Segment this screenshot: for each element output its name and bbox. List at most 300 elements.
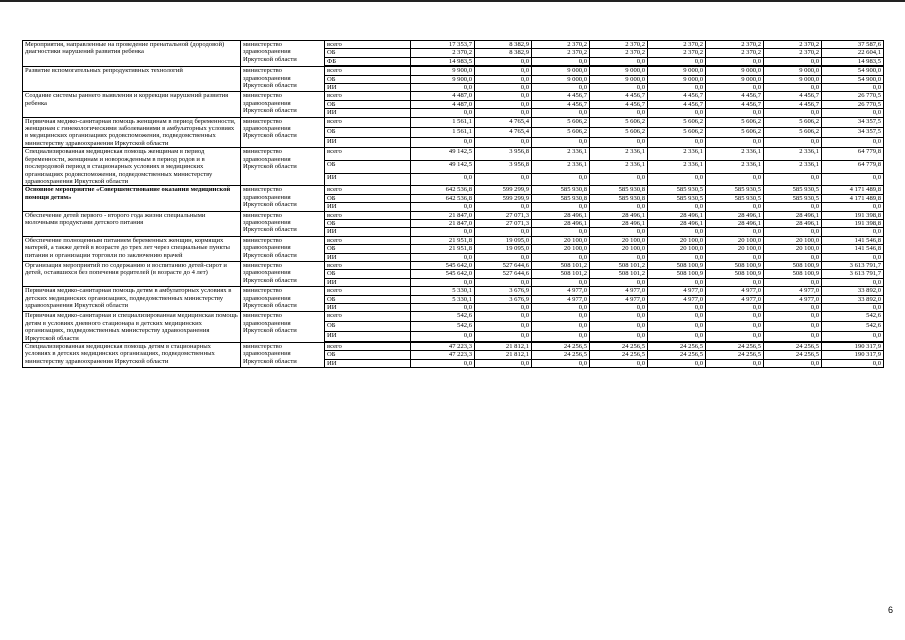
amount-cell: 0,0 bbox=[706, 253, 764, 261]
activity-name: Специализированная медицинская помощь женщинам в период беременности, женщинам и новорожденным в период родов и в послеродовой период в стационарных условиях в медицинских организациях родовспоможения, подведомственных министерству здравоохранения Иркутской области bbox=[23, 148, 241, 186]
funding-source: всего bbox=[325, 261, 411, 269]
table-row bbox=[23, 287, 884, 295]
table-row bbox=[23, 117, 884, 127]
amount-cell: 34 357,5 bbox=[822, 127, 884, 137]
amount-cell: 4 487,0 bbox=[411, 100, 475, 108]
amount-cell: 0,0 bbox=[822, 359, 884, 367]
amount-cell: 0,0 bbox=[706, 109, 764, 117]
executor: министерство здравоохранения Иркутской области bbox=[241, 67, 325, 92]
amount-cell: 0,0 bbox=[532, 278, 590, 286]
amount-cell: 585 930,8 bbox=[532, 186, 590, 194]
amount-cell: 0,0 bbox=[822, 253, 884, 261]
amount-cell: 9 000,0 bbox=[532, 75, 590, 83]
funding-source: всего bbox=[325, 148, 411, 161]
amount-cell: 0,0 bbox=[590, 138, 648, 148]
amount-cell: 14 983,5 bbox=[411, 57, 475, 65]
amount-cell: 0,0 bbox=[648, 322, 706, 332]
amount-cell: 20 100,0 bbox=[706, 236, 764, 244]
amount-cell: 0,0 bbox=[648, 253, 706, 261]
amount-cell: 0,0 bbox=[532, 84, 590, 92]
amount-cell: 4 977,0 bbox=[706, 295, 764, 303]
funding-source: ОБ bbox=[325, 245, 411, 253]
amount-cell: 0,0 bbox=[411, 253, 475, 261]
amount-cell: 0,0 bbox=[764, 312, 822, 322]
amount-cell: 0,0 bbox=[648, 203, 706, 211]
amount-cell: 0,0 bbox=[475, 203, 532, 211]
amount-cell: 3 613 791,7 bbox=[822, 261, 884, 269]
amount-cell: 4 977,0 bbox=[532, 295, 590, 303]
amount-cell: 585 930,5 bbox=[706, 194, 764, 202]
amount-cell: 2 370,2 bbox=[590, 41, 648, 49]
table-row bbox=[23, 236, 884, 244]
amount-cell: 0,0 bbox=[648, 109, 706, 117]
amount-cell: 2 336,1 bbox=[764, 148, 822, 161]
amount-cell: 508 100,9 bbox=[764, 270, 822, 278]
table-row bbox=[23, 92, 884, 100]
amount-cell: 0,0 bbox=[475, 332, 532, 342]
amount-cell: 0,0 bbox=[764, 84, 822, 92]
amount-cell: 17 353,7 bbox=[411, 41, 475, 49]
amount-cell: 9 900,0 bbox=[411, 67, 475, 75]
amount-cell: 0,0 bbox=[532, 304, 590, 312]
amount-cell: 0,0 bbox=[822, 173, 884, 186]
amount-cell: 20 100,0 bbox=[764, 245, 822, 253]
amount-cell: 4 765,4 bbox=[475, 127, 532, 137]
funding-source: ИИ bbox=[325, 138, 411, 148]
amount-cell: 2 336,1 bbox=[706, 148, 764, 161]
amount-cell: 542,6 bbox=[822, 312, 884, 322]
amount-cell: 28 496,1 bbox=[706, 211, 764, 219]
amount-cell: 28 496,1 bbox=[532, 211, 590, 219]
amount-cell: 0,0 bbox=[590, 322, 648, 332]
amount-cell: 0,0 bbox=[532, 332, 590, 342]
amount-cell: 28 496,1 bbox=[648, 211, 706, 219]
funding-source: ИИ bbox=[325, 84, 411, 92]
amount-cell: 0,0 bbox=[475, 57, 532, 65]
amount-cell: 0,0 bbox=[532, 138, 590, 148]
amount-cell: 0,0 bbox=[822, 203, 884, 211]
funding-source: ИИ bbox=[325, 228, 411, 236]
amount-cell: 585 930,5 bbox=[648, 194, 706, 202]
amount-cell: 24 256,5 bbox=[764, 343, 822, 351]
amount-cell: 3 676,9 bbox=[475, 287, 532, 295]
amount-cell: 0,0 bbox=[475, 84, 532, 92]
amount-cell: 3 956,8 bbox=[475, 148, 532, 161]
executor: министерство здравоохранения Иркутской области bbox=[241, 312, 325, 343]
amount-cell: 4 456,7 bbox=[706, 100, 764, 108]
amount-cell: 8 382,9 bbox=[475, 41, 532, 49]
amount-cell: 4 977,0 bbox=[532, 287, 590, 295]
funding-source: ОБ bbox=[325, 160, 411, 173]
amount-cell: 21 812,1 bbox=[475, 351, 532, 359]
amount-cell: 4 456,7 bbox=[764, 92, 822, 100]
funding-source: всего bbox=[325, 186, 411, 194]
amount-cell: 2 336,1 bbox=[532, 160, 590, 173]
amount-cell: 2 336,1 bbox=[648, 160, 706, 173]
amount-cell: 0,0 bbox=[764, 359, 822, 367]
amount-cell: 5 606,2 bbox=[764, 117, 822, 127]
amount-cell: 4 456,7 bbox=[648, 100, 706, 108]
amount-cell: 508 101,2 bbox=[532, 261, 590, 269]
funding-source: ИИ bbox=[325, 278, 411, 286]
amount-cell: 508 100,9 bbox=[706, 270, 764, 278]
amount-cell: 0,0 bbox=[764, 332, 822, 342]
amount-cell: 191 398,8 bbox=[822, 211, 884, 219]
funding-source: ИИ bbox=[325, 253, 411, 261]
amount-cell: 508 101,2 bbox=[590, 261, 648, 269]
activity-name: Развитие вспомогательных репродуктивных технологий bbox=[23, 67, 241, 92]
amount-cell: 4 977,0 bbox=[590, 295, 648, 303]
amount-cell: 21 951,8 bbox=[411, 236, 475, 244]
amount-cell: 585 930,8 bbox=[590, 194, 648, 202]
amount-cell: 191 398,8 bbox=[822, 219, 884, 227]
executor: министерство здравоохранения Иркутской области bbox=[241, 261, 325, 286]
amount-cell: 34 357,5 bbox=[822, 117, 884, 127]
amount-cell: 24 256,5 bbox=[590, 351, 648, 359]
amount-cell: 141 546,8 bbox=[822, 245, 884, 253]
amount-cell: 0,0 bbox=[475, 67, 532, 75]
amount-cell: 64 779,8 bbox=[822, 160, 884, 173]
amount-cell: 2 370,2 bbox=[411, 49, 475, 57]
funding-source: ФБ bbox=[325, 57, 411, 65]
amount-cell: 4 977,0 bbox=[648, 295, 706, 303]
amount-cell: 5 606,2 bbox=[648, 127, 706, 137]
amount-cell: 20 100,0 bbox=[590, 236, 648, 244]
funding-source: всего bbox=[325, 312, 411, 322]
amount-cell: 24 256,5 bbox=[532, 343, 590, 351]
amount-cell: 0,0 bbox=[475, 100, 532, 108]
amount-cell: 20 100,0 bbox=[532, 245, 590, 253]
amount-cell: 47 223,3 bbox=[411, 351, 475, 359]
amount-cell: 9 000,0 bbox=[532, 67, 590, 75]
amount-cell: 2 336,1 bbox=[532, 148, 590, 161]
amount-cell: 24 256,5 bbox=[764, 351, 822, 359]
amount-cell: 2 370,2 bbox=[532, 49, 590, 57]
amount-cell: 0,0 bbox=[648, 332, 706, 342]
amount-cell: 585 930,8 bbox=[590, 186, 648, 194]
amount-cell: 0,0 bbox=[590, 332, 648, 342]
table-row bbox=[23, 148, 884, 161]
amount-cell: 5 330,1 bbox=[411, 287, 475, 295]
amount-cell: 28 496,1 bbox=[764, 211, 822, 219]
table-row bbox=[23, 186, 884, 194]
amount-cell: 9 000,0 bbox=[648, 75, 706, 83]
funding-source: ИИ bbox=[325, 173, 411, 186]
amount-cell: 3 676,9 bbox=[475, 295, 532, 303]
executor: министерство здравоохранения Иркутской области bbox=[241, 41, 325, 67]
amount-cell: 0,0 bbox=[475, 109, 532, 117]
amount-cell: 0,0 bbox=[411, 203, 475, 211]
amount-cell: 5 606,2 bbox=[764, 127, 822, 137]
executor: министерство здравоохранения Иркутской области bbox=[241, 343, 325, 368]
amount-cell: 33 892,0 bbox=[822, 287, 884, 295]
amount-cell: 2 370,2 bbox=[706, 41, 764, 49]
amount-cell: 542,6 bbox=[411, 312, 475, 322]
amount-cell: 28 496,1 bbox=[532, 219, 590, 227]
amount-cell: 0,0 bbox=[822, 278, 884, 286]
amount-cell: 8 382,9 bbox=[475, 49, 532, 57]
amount-cell: 642 536,8 bbox=[411, 194, 475, 202]
funding-source: ИИ bbox=[325, 304, 411, 312]
amount-cell: 0,0 bbox=[648, 138, 706, 148]
amount-cell: 4 487,0 bbox=[411, 92, 475, 100]
funding-source: ОБ bbox=[325, 322, 411, 332]
amount-cell: 0,0 bbox=[590, 253, 648, 261]
amount-cell: 0,0 bbox=[706, 359, 764, 367]
amount-cell: 0,0 bbox=[648, 304, 706, 312]
amount-cell: 0,0 bbox=[475, 278, 532, 286]
amount-cell: 2 370,2 bbox=[532, 41, 590, 49]
amount-cell: 5 606,2 bbox=[590, 127, 648, 137]
amount-cell: 599 299,9 bbox=[475, 186, 532, 194]
amount-cell: 0,0 bbox=[475, 359, 532, 367]
page-number: 6 bbox=[887, 605, 893, 615]
amount-cell: 0,0 bbox=[590, 312, 648, 322]
amount-cell: 4 977,0 bbox=[764, 287, 822, 295]
amount-cell: 5 606,2 bbox=[706, 117, 764, 127]
amount-cell: 5 606,2 bbox=[648, 117, 706, 127]
amount-cell: 2 370,2 bbox=[706, 49, 764, 57]
amount-cell: 5 606,2 bbox=[706, 127, 764, 137]
amount-cell: 0,0 bbox=[648, 359, 706, 367]
executor: министерство здравоохранения Иркутской области bbox=[241, 117, 325, 148]
amount-cell: 24 256,5 bbox=[706, 343, 764, 351]
amount-cell: 2 336,1 bbox=[764, 160, 822, 173]
amount-cell: 0,0 bbox=[532, 173, 590, 186]
amount-cell: 585 930,5 bbox=[764, 186, 822, 194]
amount-cell: 9 000,0 bbox=[706, 67, 764, 75]
amount-cell: 0,0 bbox=[475, 75, 532, 83]
amount-cell: 0,0 bbox=[475, 228, 532, 236]
amount-cell: 599 299,9 bbox=[475, 194, 532, 202]
amount-cell: 0,0 bbox=[411, 109, 475, 117]
amount-cell: 3 956,8 bbox=[475, 160, 532, 173]
amount-cell: 19 095,0 bbox=[475, 245, 532, 253]
amount-cell: 4 456,7 bbox=[706, 92, 764, 100]
amount-cell: 0,0 bbox=[590, 278, 648, 286]
amount-cell: 545 642,0 bbox=[411, 270, 475, 278]
amount-cell: 0,0 bbox=[590, 203, 648, 211]
funding-source: ИИ bbox=[325, 332, 411, 342]
amount-cell: 0,0 bbox=[590, 57, 648, 65]
amount-cell: 0,0 bbox=[648, 228, 706, 236]
amount-cell: 0,0 bbox=[411, 359, 475, 367]
amount-cell: 21 847,0 bbox=[411, 219, 475, 227]
amount-cell: 0,0 bbox=[648, 173, 706, 186]
amount-cell: 0,0 bbox=[822, 304, 884, 312]
budget-table bbox=[22, 40, 884, 368]
amount-cell: 1 561,1 bbox=[411, 117, 475, 127]
amount-cell: 0,0 bbox=[764, 109, 822, 117]
amount-cell: 527 644,6 bbox=[475, 270, 532, 278]
amount-cell: 0,0 bbox=[475, 304, 532, 312]
amount-cell: 2 336,1 bbox=[706, 160, 764, 173]
table-row bbox=[23, 343, 884, 351]
amount-cell: 0,0 bbox=[590, 109, 648, 117]
activity-name: Обеспечение полноценным питанием беременных женщин, кормящих матерей, а также детей в возрасте до трех лет через специальные пункты питания и организации торговли по заключению врачей bbox=[23, 236, 241, 261]
amount-cell: 0,0 bbox=[590, 359, 648, 367]
amount-cell: 0,0 bbox=[590, 304, 648, 312]
amount-cell: 0,0 bbox=[764, 322, 822, 332]
amount-cell: 4 977,0 bbox=[590, 287, 648, 295]
amount-cell: 20 100,0 bbox=[648, 236, 706, 244]
amount-cell: 0,0 bbox=[475, 138, 532, 148]
amount-cell: 2 370,2 bbox=[764, 41, 822, 49]
amount-cell: 0,0 bbox=[764, 253, 822, 261]
amount-cell: 0,0 bbox=[411, 332, 475, 342]
amount-cell: 49 142,5 bbox=[411, 148, 475, 161]
amount-cell: 0,0 bbox=[532, 253, 590, 261]
amount-cell: 4 456,7 bbox=[532, 100, 590, 108]
funding-source: ОБ bbox=[325, 219, 411, 227]
table-row bbox=[23, 211, 884, 219]
amount-cell: 0,0 bbox=[822, 228, 884, 236]
funding-source: ОБ bbox=[325, 127, 411, 137]
amount-cell: 4 765,4 bbox=[475, 117, 532, 127]
amount-cell: 2 370,2 bbox=[648, 41, 706, 49]
amount-cell: 4 171 489,8 bbox=[822, 186, 884, 194]
funding-source: ОБ bbox=[325, 351, 411, 359]
amount-cell: 24 256,5 bbox=[648, 343, 706, 351]
amount-cell: 141 546,8 bbox=[822, 236, 884, 244]
amount-cell: 9 000,0 bbox=[764, 75, 822, 83]
amount-cell: 0,0 bbox=[706, 228, 764, 236]
funding-source: ОБ bbox=[325, 49, 411, 57]
funding-source: ИИ bbox=[325, 359, 411, 367]
amount-cell: 49 142,5 bbox=[411, 160, 475, 173]
executor: министерство здравоохранения Иркутской области bbox=[241, 287, 325, 312]
amount-cell: 0,0 bbox=[764, 203, 822, 211]
amount-cell: 4 456,7 bbox=[590, 92, 648, 100]
amount-cell: 0,0 bbox=[411, 173, 475, 186]
amount-cell: 0,0 bbox=[706, 138, 764, 148]
amount-cell: 0,0 bbox=[532, 359, 590, 367]
amount-cell: 37 587,6 bbox=[822, 41, 884, 49]
funding-source: всего bbox=[325, 343, 411, 351]
activity-name: Основное мероприятие «Совершенствование оказания медицинской помощи детям» bbox=[23, 186, 241, 211]
amount-cell: 190 317,9 bbox=[822, 343, 884, 351]
executor: министерство здравоохранения Иркутской области bbox=[241, 211, 325, 236]
activity-name: Первичная медико-санитарная помощь детям в амбулаторных условиях в детских медицинских организациях, подведомственных министерству здравоохранения Иркутской области bbox=[23, 287, 241, 312]
amount-cell: 20 100,0 bbox=[590, 245, 648, 253]
table-row bbox=[23, 261, 884, 269]
amount-cell: 585 930,5 bbox=[706, 186, 764, 194]
amount-cell: 0,0 bbox=[475, 322, 532, 332]
amount-cell: 0,0 bbox=[706, 84, 764, 92]
funding-source: всего bbox=[325, 67, 411, 75]
amount-cell: 4 977,0 bbox=[648, 287, 706, 295]
table-body bbox=[23, 41, 884, 368]
amount-cell: 585 930,5 bbox=[764, 194, 822, 202]
amount-cell: 28 496,1 bbox=[590, 219, 648, 227]
amount-cell: 4 977,0 bbox=[706, 287, 764, 295]
amount-cell: 0,0 bbox=[411, 304, 475, 312]
amount-cell: 24 256,5 bbox=[648, 351, 706, 359]
executor: министерство здравоохранения Иркутской области bbox=[241, 92, 325, 117]
amount-cell: 33 892,0 bbox=[822, 295, 884, 303]
amount-cell: 2 336,1 bbox=[590, 160, 648, 173]
funding-source: всего bbox=[325, 236, 411, 244]
amount-cell: 4 456,7 bbox=[532, 92, 590, 100]
amount-cell: 0,0 bbox=[590, 173, 648, 186]
amount-cell: 21 847,0 bbox=[411, 211, 475, 219]
amount-cell: 0,0 bbox=[764, 278, 822, 286]
amount-cell: 508 100,9 bbox=[648, 270, 706, 278]
amount-cell: 542,6 bbox=[822, 322, 884, 332]
amount-cell: 1 561,1 bbox=[411, 127, 475, 137]
amount-cell: 4 456,7 bbox=[590, 100, 648, 108]
amount-cell: 24 256,5 bbox=[706, 351, 764, 359]
amount-cell: 508 101,2 bbox=[590, 270, 648, 278]
amount-cell: 0,0 bbox=[532, 109, 590, 117]
activity-name: Специализированная медицинская помощь детям в стационарных условиях в детских медицинских организациях, подведомственных министерству здравоохранения Иркутской области bbox=[23, 343, 241, 368]
amount-cell: 27 071,3 bbox=[475, 219, 532, 227]
amount-cell: 0,0 bbox=[590, 84, 648, 92]
funding-source: ИИ bbox=[325, 109, 411, 117]
executor: министерство здравоохранения Иркутской области bbox=[241, 236, 325, 261]
amount-cell: 545 642,0 bbox=[411, 261, 475, 269]
amount-cell: 4 456,7 bbox=[648, 92, 706, 100]
amount-cell: 14 983,5 bbox=[822, 57, 884, 65]
amount-cell: 0,0 bbox=[706, 203, 764, 211]
amount-cell: 3 613 791,7 bbox=[822, 270, 884, 278]
amount-cell: 0,0 bbox=[764, 57, 822, 65]
amount-cell: 5 606,2 bbox=[590, 117, 648, 127]
amount-cell: 585 930,8 bbox=[532, 194, 590, 202]
amount-cell: 0,0 bbox=[648, 312, 706, 322]
amount-cell: 0,0 bbox=[411, 84, 475, 92]
funding-source: всего bbox=[325, 41, 411, 49]
amount-cell: 0,0 bbox=[706, 173, 764, 186]
amount-cell: 9 000,0 bbox=[648, 67, 706, 75]
amount-cell: 22 604,1 bbox=[822, 49, 884, 57]
amount-cell: 20 100,0 bbox=[706, 245, 764, 253]
amount-cell: 0,0 bbox=[764, 228, 822, 236]
table-row bbox=[23, 312, 884, 322]
amount-cell: 0,0 bbox=[822, 138, 884, 148]
table-row bbox=[23, 67, 884, 75]
amount-cell: 0,0 bbox=[648, 57, 706, 65]
amount-cell: 0,0 bbox=[706, 57, 764, 65]
amount-cell: 4 456,7 bbox=[764, 100, 822, 108]
amount-cell: 5 330,1 bbox=[411, 295, 475, 303]
amount-cell: 0,0 bbox=[532, 322, 590, 332]
amount-cell: 20 100,0 bbox=[532, 236, 590, 244]
amount-cell: 508 100,9 bbox=[706, 261, 764, 269]
amount-cell: 21 812,1 bbox=[475, 343, 532, 351]
amount-cell: 508 100,9 bbox=[648, 261, 706, 269]
amount-cell: 2 370,2 bbox=[764, 49, 822, 57]
amount-cell: 9 000,0 bbox=[590, 67, 648, 75]
amount-cell: 508 100,9 bbox=[764, 261, 822, 269]
funding-source: ОБ bbox=[325, 295, 411, 303]
amount-cell: 26 770,5 bbox=[822, 92, 884, 100]
funding-source: ОБ bbox=[325, 75, 411, 83]
amount-cell: 0,0 bbox=[590, 228, 648, 236]
funding-source: ИИ bbox=[325, 203, 411, 211]
amount-cell: 54 900,0 bbox=[822, 67, 884, 75]
activity-name: Мероприятия, направленные на проведение пренатальной (дородовой) диагностики нарушений развития ребенка bbox=[23, 41, 241, 67]
amount-cell: 0,0 bbox=[764, 173, 822, 186]
amount-cell: 26 770,5 bbox=[822, 100, 884, 108]
amount-cell: 20 100,0 bbox=[648, 245, 706, 253]
amount-cell: 508 101,2 bbox=[532, 270, 590, 278]
amount-cell: 0,0 bbox=[475, 253, 532, 261]
amount-cell: 0,0 bbox=[822, 84, 884, 92]
amount-cell: 2 336,1 bbox=[590, 148, 648, 161]
amount-cell: 54 900,0 bbox=[822, 75, 884, 83]
amount-cell: 20 100,0 bbox=[764, 236, 822, 244]
